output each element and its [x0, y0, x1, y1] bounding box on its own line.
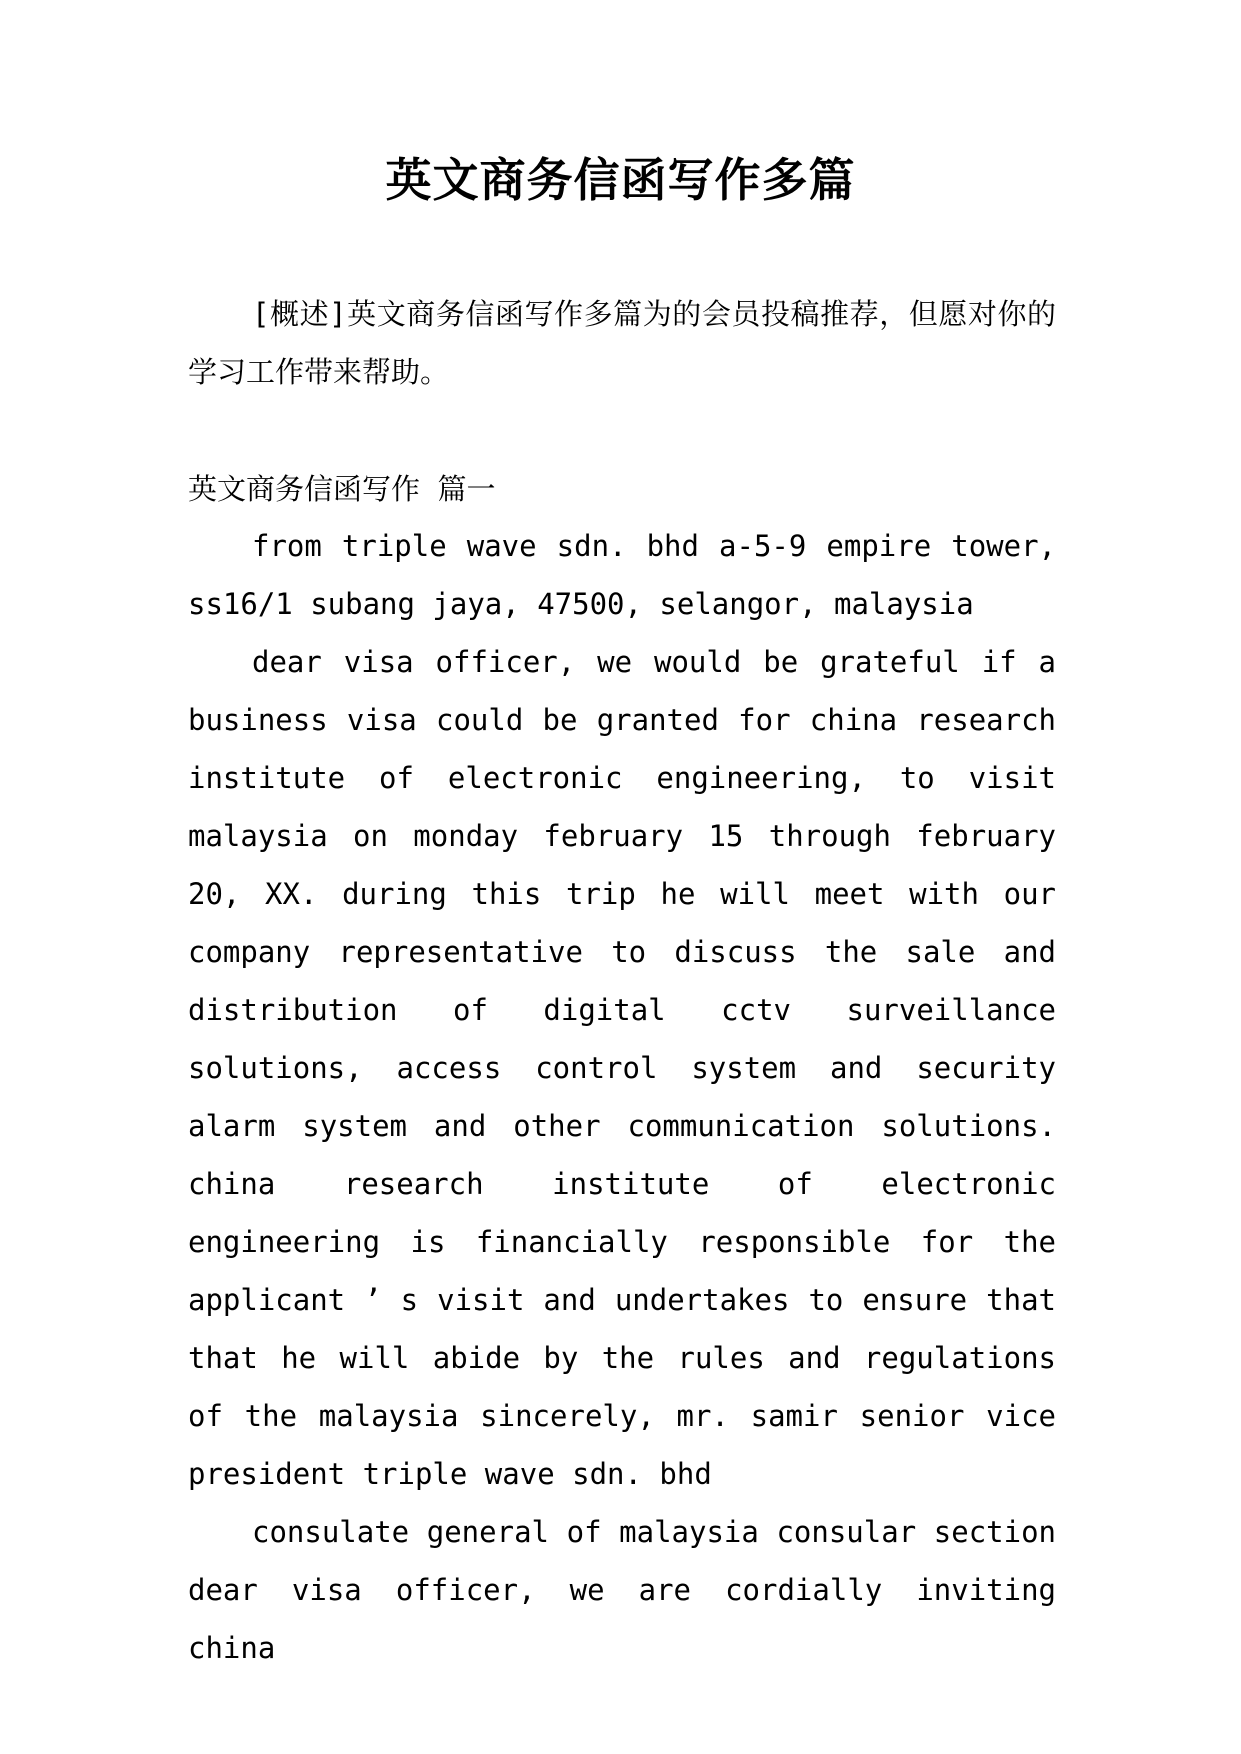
letter-body	[188, 517, 1056, 1677]
document-title: 英文商务信函写作多篇	[385, 153, 856, 207]
consulate-letter-paragraph: consulate general of malaysia consular section dear visa officer, we are cordially inviting china	[188, 1515, 1056, 1665]
section-heading	[188, 460, 1056, 518]
visa-letter-paragraph: dear visa officer, we would be grateful if a business visa could be granted for china research institute of electronic engineering, to visit malaysia on monday february 15 through february 20, XX. during this trip he will meet with our company representative to discuss the sale and distribution of digital cctv surveillance solutions, access control system and security alarm system and other communication solutions. china research institute of electronic engineering is financially responsible for the applicant ’ s visit and undertakes to ensure that that he will abide by the rules and regulations of the malaysia sincerely, mr. samir senior vice president triple wave sdn. bhd	[188, 645, 1056, 1491]
sender-address-paragraph: from triple wave sdn. bhd a-5-9 empire tower, ss16/1 subang jaya, 47500, selangor, malaysia	[188, 529, 1056, 621]
section-heading-text: 英文商务信函写作 篇一	[188, 472, 496, 506]
summary-text: [概述]英文商务信函写作多篇为的会员投稿推荐，但愿对你的学习工作带来帮助。	[188, 297, 1056, 389]
summary-paragraph	[188, 285, 1056, 401]
